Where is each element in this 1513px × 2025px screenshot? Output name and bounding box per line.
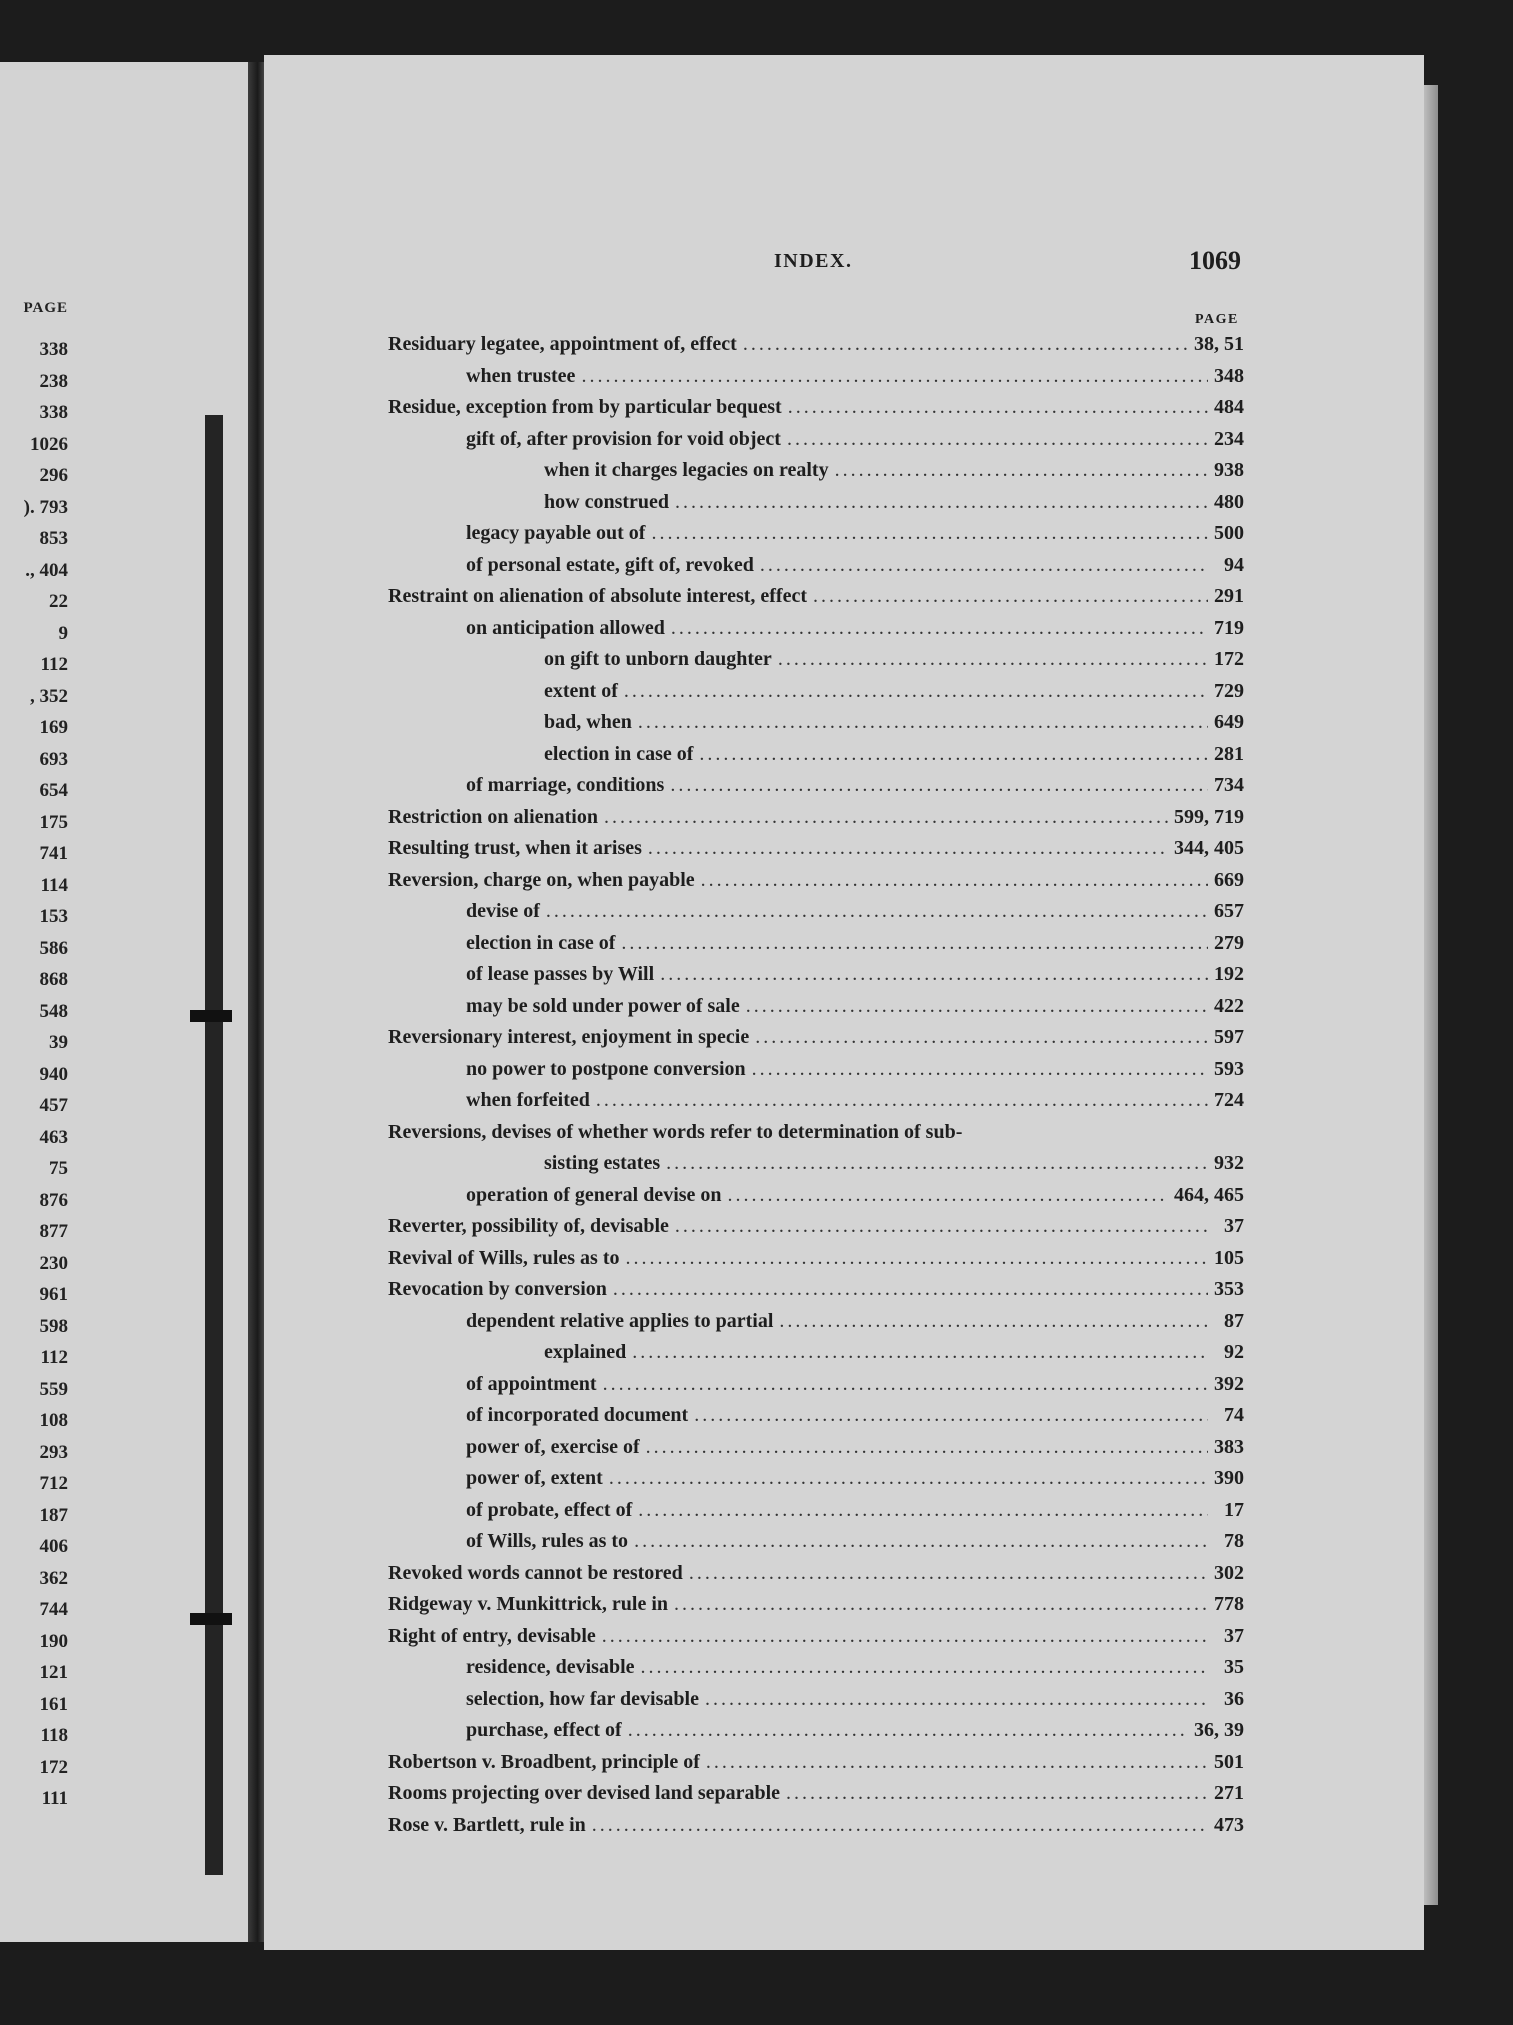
- index-entry: [388, 707, 1244, 739]
- left-page-number: 190: [39, 1630, 68, 1652]
- index-page-ref: 94: [1224, 553, 1244, 576]
- index-term: of probate, effect of: [466, 1498, 633, 1521]
- index-term: Reversionary interest, enjoyment in specie: [388, 1026, 750, 1048]
- dot-leader: [648, 833, 1168, 865]
- index-term: of personal estate, gift of, revoked: [466, 553, 754, 576]
- index-entry: [388, 518, 1244, 550]
- index-entry: [388, 613, 1244, 645]
- index-entry: [388, 770, 1244, 802]
- dot-leader: [646, 1432, 1208, 1464]
- index-term: Rose v. Bartlett, rule in: [388, 1813, 586, 1836]
- index-term: of lease passes by Will: [466, 963, 655, 985]
- index-entry: [388, 1463, 1244, 1495]
- index-entry: [388, 1274, 1244, 1306]
- index-entry: [388, 424, 1244, 456]
- left-page-numbers: [0, 334, 68, 1815]
- index-term: dependent relative applies to partial: [466, 1309, 774, 1332]
- index-page-ref: 719: [1214, 616, 1244, 639]
- index-page-ref: 649: [1214, 711, 1244, 733]
- index-page-ref: 484: [1214, 396, 1244, 418]
- index-entry: [388, 581, 1244, 613]
- index-term: of marriage, conditions: [466, 774, 665, 796]
- left-page-number: 118: [40, 1725, 68, 1746]
- index-term: when it charges legacies on realty: [544, 459, 829, 481]
- dot-leader: [835, 455, 1208, 487]
- left-page-number: 121: [39, 1662, 68, 1683]
- index-entry: [388, 1684, 1244, 1716]
- index-page-ref: 724: [1214, 1089, 1244, 1111]
- index-entry: [388, 802, 1244, 834]
- index-page-ref: 291: [1214, 585, 1244, 607]
- left-page-number: 338: [39, 402, 68, 423]
- dot-leader: [625, 1243, 1208, 1275]
- dot-leader: [728, 1180, 1168, 1212]
- index-entry: [388, 896, 1244, 928]
- index-entry: [388, 644, 1244, 676]
- index-entry: [388, 1022, 1244, 1054]
- index-term: Resulting trust, when it arises: [388, 837, 642, 859]
- dot-leader: [603, 1369, 1208, 1401]
- index-term: Residuary legatee, appointment of, effect: [388, 333, 737, 355]
- dot-leader: [604, 802, 1168, 834]
- left-page-number: 161: [39, 1693, 68, 1715]
- dot-leader: [689, 1558, 1208, 1590]
- index-entry: [388, 1778, 1244, 1810]
- index-page-ref: 37: [1224, 1215, 1244, 1237]
- dot-leader: [746, 991, 1208, 1023]
- left-page-number: 654: [39, 780, 68, 801]
- index-entry: [388, 1085, 1244, 1117]
- index-entry: [388, 991, 1244, 1023]
- dot-leader: [632, 1337, 1208, 1369]
- index-term: bad, when: [544, 711, 632, 733]
- index-term: how construed: [544, 490, 670, 513]
- index-page-ref: 938: [1214, 459, 1244, 481]
- index-page-ref: 734: [1214, 774, 1244, 796]
- index-page-ref: 348: [1214, 364, 1244, 387]
- left-page-number: 296: [39, 465, 68, 486]
- index-page-ref: 35: [1224, 1656, 1244, 1678]
- index-entry: [388, 1495, 1244, 1527]
- index-entry: [388, 1400, 1244, 1432]
- index-page-ref: 464, 465: [1174, 1183, 1244, 1206]
- index-entry: [388, 1243, 1244, 1275]
- index-page-ref: 17: [1224, 1498, 1244, 1521]
- index-page-ref: 932: [1214, 1152, 1244, 1174]
- index-term: Ridgeway v. Munkittrick, rule in: [388, 1593, 669, 1615]
- left-page-number: , 352: [30, 685, 68, 707]
- dot-leader: [787, 424, 1208, 456]
- left-page-number: 559: [39, 1378, 68, 1400]
- dot-leader: [760, 550, 1208, 582]
- dot-leader: [638, 707, 1208, 739]
- left-page-number: 108: [39, 1410, 68, 1431]
- dot-leader: [699, 739, 1208, 771]
- left-page-number: 238: [39, 370, 68, 392]
- left-page-number: 741: [39, 843, 68, 864]
- left-page-number: 112: [40, 1347, 68, 1368]
- page-header: [264, 246, 1244, 290]
- bookmark-ribbon: [205, 415, 223, 1875]
- index-page-ref: 38, 51: [1194, 333, 1244, 355]
- page-title: INDEX.: [774, 250, 853, 272]
- left-page-number: 744: [39, 1599, 68, 1620]
- index-term: on gift to unborn daughter: [544, 648, 772, 670]
- index-page-ref: 105: [1214, 1246, 1244, 1269]
- index-term: when forfeited: [466, 1089, 590, 1111]
- left-page-number: 463: [39, 1126, 68, 1148]
- dot-leader: [694, 1400, 1208, 1432]
- dot-leader: [546, 896, 1208, 928]
- index-term: extent of: [544, 679, 618, 702]
- index-page-ref: 37: [1224, 1624, 1244, 1647]
- index-entry: [388, 676, 1244, 708]
- dot-leader: [609, 1463, 1208, 1495]
- dot-leader: [596, 1085, 1208, 1117]
- left-page-number: 693: [39, 748, 68, 770]
- left-page-number: 169: [39, 717, 68, 738]
- index-term: Revoked words cannot be restored: [388, 1561, 683, 1584]
- left-page-number: 876: [39, 1189, 68, 1211]
- left-page-number: 293: [39, 1441, 68, 1463]
- left-page-number: 362: [39, 1567, 68, 1589]
- index-page-ref: 597: [1214, 1026, 1244, 1048]
- left-page-number: 175: [39, 811, 68, 833]
- index-entry: [388, 1715, 1244, 1747]
- index-entry: [388, 1747, 1244, 1779]
- left-page-number: 187: [39, 1504, 68, 1526]
- dot-leader: [779, 1306, 1208, 1338]
- dot-leader: [602, 1621, 1208, 1653]
- index-term: when trustee: [466, 364, 576, 387]
- index-term: Right of entry, devisable: [388, 1624, 596, 1647]
- ribbon-clip: [190, 1010, 232, 1022]
- index-page-ref: 480: [1214, 490, 1244, 513]
- index-entry: [388, 928, 1244, 960]
- index-page-ref: 473: [1214, 1813, 1244, 1836]
- index-term: Residue, exception from by particular bequest: [388, 396, 782, 418]
- left-page-number: 1026: [30, 433, 68, 455]
- left-page-number: 9: [58, 622, 68, 644]
- left-page-number: 172: [39, 1756, 68, 1778]
- index-entry: [388, 329, 1244, 361]
- index-entry: [388, 392, 1244, 424]
- index-page-ref: 422: [1214, 994, 1244, 1017]
- index-page-ref: 500: [1214, 522, 1244, 544]
- left-page-number: ., 404: [25, 559, 68, 581]
- left-page-number: 940: [39, 1063, 68, 1085]
- left-page-number: 586: [39, 937, 68, 959]
- dot-leader: [674, 1589, 1208, 1621]
- index-page-ref: 392: [1214, 1372, 1244, 1395]
- index-term: on anticipation allowed: [466, 616, 665, 639]
- left-page-number: 457: [39, 1095, 68, 1116]
- index-term: election in case of: [544, 742, 694, 765]
- index-entry: [388, 1652, 1244, 1684]
- dot-leader: [581, 361, 1208, 393]
- left-page-number: 111: [41, 1788, 68, 1809]
- left-page-number: 712: [39, 1473, 68, 1494]
- index-page-ref: 78: [1224, 1530, 1244, 1552]
- index-page-ref: 353: [1214, 1278, 1244, 1300]
- dot-leader: [624, 676, 1208, 708]
- left-page-number: 230: [39, 1252, 68, 1274]
- dot-leader: [638, 1495, 1208, 1527]
- index-entry: [388, 739, 1244, 771]
- index-page-ref: 302: [1214, 1561, 1244, 1584]
- left-page-number: 961: [39, 1284, 68, 1305]
- index-page-ref: 87: [1224, 1309, 1244, 1332]
- dot-leader: [628, 1715, 1188, 1747]
- index-term: Reverter, possibility of, devisable: [388, 1215, 669, 1237]
- dot-leader: [706, 1747, 1208, 1779]
- index-entry: [388, 1369, 1244, 1401]
- dot-leader: [592, 1810, 1208, 1842]
- dot-leader: [613, 1274, 1208, 1306]
- index-term: devise of: [466, 900, 540, 922]
- left-page-number: 39: [49, 1032, 68, 1053]
- index-page-ref: 92: [1224, 1341, 1244, 1363]
- index-page-ref: 593: [1214, 1057, 1244, 1080]
- ribbon-clip: [190, 1613, 232, 1625]
- left-page-number: 548: [39, 1000, 68, 1022]
- dot-leader: [786, 1778, 1208, 1810]
- dot-leader: [634, 1526, 1208, 1558]
- index-term: Revocation by conversion: [388, 1278, 607, 1300]
- index-entry: [388, 959, 1244, 991]
- index-entry: [388, 1117, 1244, 1149]
- index-entry: [388, 1337, 1244, 1369]
- dot-leader: [660, 959, 1208, 991]
- dot-leader: [675, 1211, 1208, 1243]
- dot-leader: [813, 581, 1208, 613]
- index-term: legacy payable out of: [466, 522, 646, 544]
- index-page-ref: 192: [1214, 963, 1244, 985]
- dot-leader: [651, 518, 1208, 550]
- page-column-label: PAGE: [1195, 312, 1239, 327]
- index-page-ref: 383: [1214, 1435, 1244, 1458]
- left-page-number: 598: [39, 1315, 68, 1337]
- index-entry: [388, 1621, 1244, 1653]
- dot-leader: [675, 487, 1208, 519]
- index-entry: [388, 1180, 1244, 1212]
- index-page-ref: 729: [1214, 679, 1244, 702]
- index-page-ref: 657: [1214, 900, 1244, 922]
- left-page-number: 112: [40, 654, 68, 675]
- index-page-ref: 669: [1214, 868, 1244, 891]
- index-entry: [388, 1810, 1244, 1842]
- dot-leader: [641, 1652, 1208, 1684]
- dot-leader: [666, 1148, 1208, 1180]
- dot-leader: [670, 770, 1208, 802]
- index-page-ref: 778: [1214, 1593, 1244, 1615]
- left-page-number: 75: [49, 1158, 68, 1179]
- index-term: of Wills, rules as to: [466, 1530, 629, 1552]
- index-entry: [388, 1526, 1244, 1558]
- index-entry: [388, 361, 1244, 393]
- index-term: no power to postpone conversion: [466, 1057, 746, 1080]
- left-page-number: 22: [49, 591, 68, 612]
- index-term: purchase, effect of: [466, 1719, 622, 1741]
- index-term: Reversion, charge on, when payable: [388, 868, 695, 891]
- index-entry: [388, 1054, 1244, 1086]
- index-entry: [388, 1211, 1244, 1243]
- index-term: Reversions, devises of whether words refer to determination of sub-: [388, 1120, 963, 1143]
- index-entry: [388, 550, 1244, 582]
- left-page-number: 406: [39, 1536, 68, 1557]
- index-term: power of, exercise of: [466, 1435, 640, 1458]
- index-entry: [388, 1432, 1244, 1464]
- left-page-number: 153: [39, 906, 68, 927]
- left-page-number: 877: [39, 1221, 68, 1242]
- index-term: of appointment: [466, 1372, 597, 1395]
- index-entry: [388, 865, 1244, 897]
- left-page-number: 114: [40, 874, 68, 896]
- index-term: power of, extent: [466, 1467, 603, 1489]
- left-page-number: 868: [39, 969, 68, 990]
- page-number: 1069: [1189, 246, 1241, 275]
- index-term: election in case of: [466, 931, 616, 954]
- index-entry: [388, 1148, 1244, 1180]
- left-page-number: 338: [39, 339, 68, 360]
- left-page-label: PAGE: [23, 300, 68, 316]
- index-page-ref: 390: [1214, 1467, 1244, 1489]
- index-list: [388, 329, 1244, 1841]
- dot-leader: [743, 329, 1188, 361]
- index-term: of incorporated document: [466, 1404, 689, 1426]
- index-page-ref: 279: [1214, 931, 1244, 954]
- index-entry: [388, 487, 1244, 519]
- index-term: Robertson v. Broadbent, principle of: [388, 1750, 700, 1773]
- index-term: Rooms projecting over devised land separable: [388, 1782, 781, 1804]
- index-page-ref: 36: [1224, 1687, 1244, 1710]
- dot-leader: [705, 1684, 1208, 1716]
- index-term: gift of, after provision for void object: [466, 427, 781, 450]
- dot-leader: [788, 392, 1208, 424]
- index-entry: [388, 1306, 1244, 1338]
- page-edge: [1424, 85, 1438, 1905]
- index-page-ref: 599, 719: [1174, 805, 1244, 828]
- left-page-number: ). 793: [23, 496, 68, 518]
- index-page-ref: 344, 405: [1174, 837, 1244, 859]
- dot-leader: [621, 928, 1208, 960]
- index-page-ref: 172: [1214, 648, 1244, 670]
- index-term: selection, how far devisable: [466, 1687, 699, 1710]
- index-page-ref: 234: [1214, 427, 1244, 450]
- index-page-ref: 271: [1214, 1782, 1244, 1804]
- dot-leader: [671, 613, 1208, 645]
- index-term: residence, devisable: [466, 1656, 635, 1678]
- book-spine: [248, 62, 264, 1942]
- left-page-number: 853: [39, 528, 68, 549]
- index-entry: [388, 833, 1244, 865]
- index-entry: [388, 1558, 1244, 1590]
- index-entry: [388, 455, 1244, 487]
- dot-leader: [755, 1022, 1208, 1054]
- index-term: Revival of Wills, rules as to: [388, 1246, 620, 1269]
- index-page-ref: 501: [1214, 1750, 1244, 1773]
- dot-leader: [752, 1054, 1208, 1086]
- index-page-ref: 74: [1224, 1404, 1244, 1426]
- index-term: sisting estates: [544, 1152, 661, 1174]
- index-term: Restraint on alienation of absolute interest, effect: [388, 585, 808, 607]
- index-term: Restriction on alienation: [388, 805, 598, 828]
- index-term: may be sold under power of sale: [466, 994, 740, 1017]
- index-term: operation of general devise on: [466, 1183, 722, 1206]
- dot-leader: [701, 865, 1208, 897]
- index-term: explained: [544, 1341, 627, 1363]
- index-entry: [388, 1589, 1244, 1621]
- dot-leader: [778, 644, 1208, 676]
- index-page-ref: 281: [1214, 742, 1244, 765]
- index-page-ref: 36, 39: [1194, 1719, 1244, 1741]
